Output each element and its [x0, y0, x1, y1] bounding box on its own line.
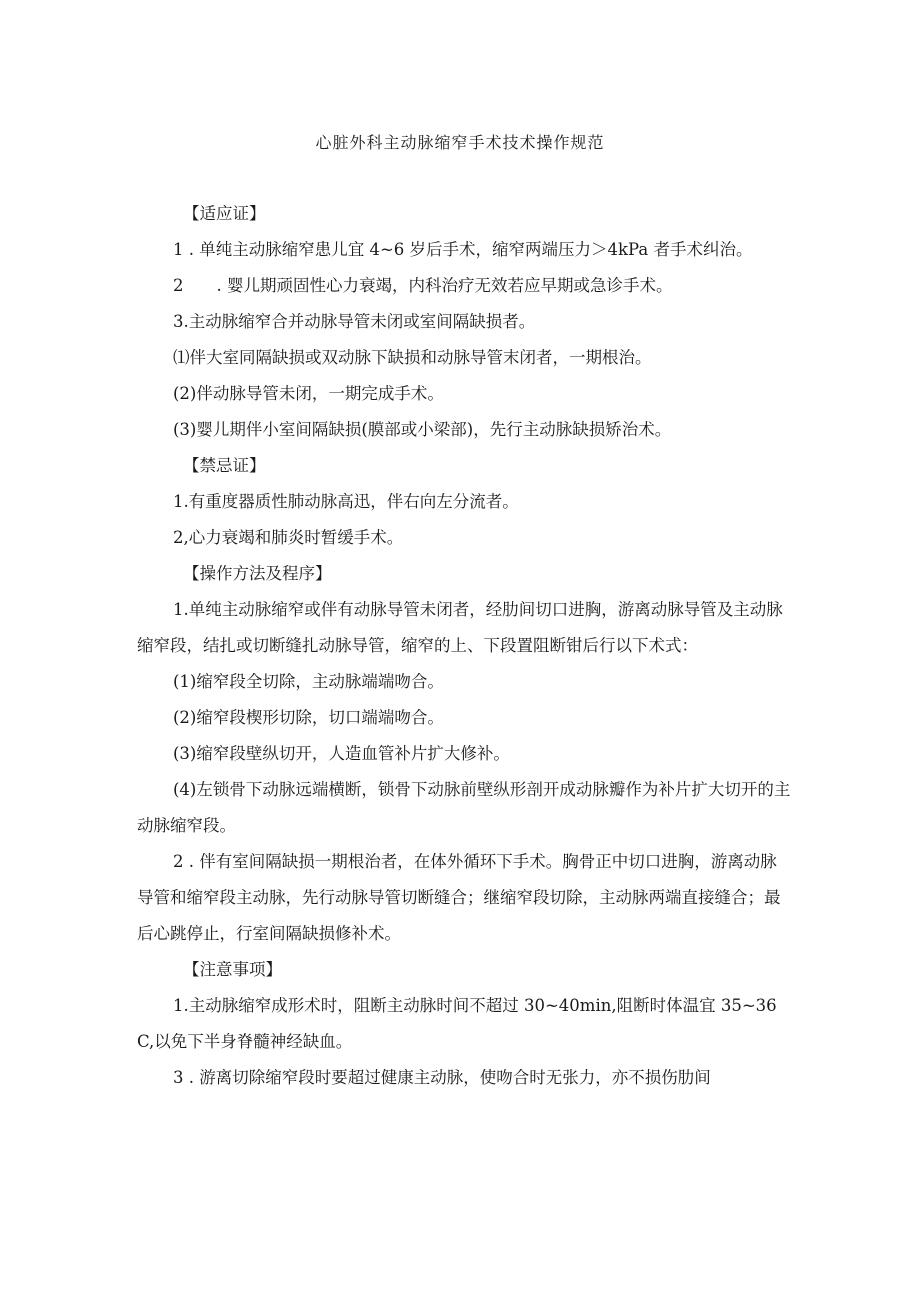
procedure-item: 1.单纯主动脉缩窄或伴有动脉导管未闭者，经肋间切口进胸，游离动脉导管及主动脉缩窄段，结扎或切断缝扎动脉导管，缩窄的上、下段置阻断钳后行以下术式：	[137, 600, 783, 655]
indication-item: (3)婴儿期伴小室间隔缺损(膜部或小梁部)，先行主动脉缺损矫治术。	[173, 420, 672, 439]
indication-item: 3.主动脉缩窄合并动脉导管未闭或室间隔缺损者。	[173, 312, 536, 331]
procedure-item: (4)左锁骨下动脉远端横断，锁骨下动脉前壁纵形剖开成动脉瓣作为补片扩大切开的主动脉缩窄段。	[137, 780, 791, 835]
procedure-item: (2)缩窄段楔形切除，切口端端吻合。	[173, 708, 444, 727]
procedure-item: (1)缩窄段全切除，主动脉端端吻合。	[173, 672, 444, 691]
document-title: 心脏外科主动脉缩窄手术技术操作规范	[315, 133, 605, 152]
procedure-item: (3)缩窄段壁纵切开，人造血管补片扩大修补。	[173, 744, 510, 763]
precaution-item: 3 . 游离切除缩窄段时要超过健康主动脉，使吻合时无张力，亦不损伤肋间	[173, 1068, 711, 1087]
procedure-item: 2 . 伴有室间隔缺损一期根治者，在体外循环下手术。胸骨正中切口进胸，游离动脉导管和缩窄段主动脉，先行动脉导管切断缝合；继缩窄段切除，主动脉两端直接缝合；最后心跳停止，行室间隔缺损修补术。	[137, 852, 781, 943]
indication-item: 1 . 单纯主动脉缩窄患儿宜 4~6 岁后手术，缩窄两端压力＞4kPa 者手术纠治。	[173, 240, 753, 259]
document-body	[137, 196, 792, 1096]
contraindication-item: 2,心力衰竭和肺炎时暂缓手术。	[173, 528, 404, 547]
section-heading-contraindications: 【禁忌证】	[183, 456, 266, 475]
contraindication-item: 1.有重度器质性肺动脉高迅，伴右向左分流者。	[173, 492, 519, 511]
indication-item: ⑴伴大室同隔缺损或双动脉下缺损和动脉导管末闭者，一期根治。	[173, 348, 652, 367]
section-heading-precautions: 【注意事项】	[183, 960, 282, 979]
section-heading-indications: 【适应证】	[183, 204, 266, 223]
indication-item: 2 . 婴儿期顽固性心力衰竭，内科治疗无效若应早期或急诊手术。	[173, 276, 673, 295]
section-heading-procedure: 【操作方法及程序】	[183, 564, 332, 583]
indication-item: (2)伴动脉导管未闭，一期完成手术。	[173, 384, 444, 403]
precaution-item: 1.主动脉缩窄成形术时，阻断主动脉时间不超过 30~40min,阻断时体温宜 35~36C,以免下半身脊髓神经缺血。	[137, 996, 777, 1051]
